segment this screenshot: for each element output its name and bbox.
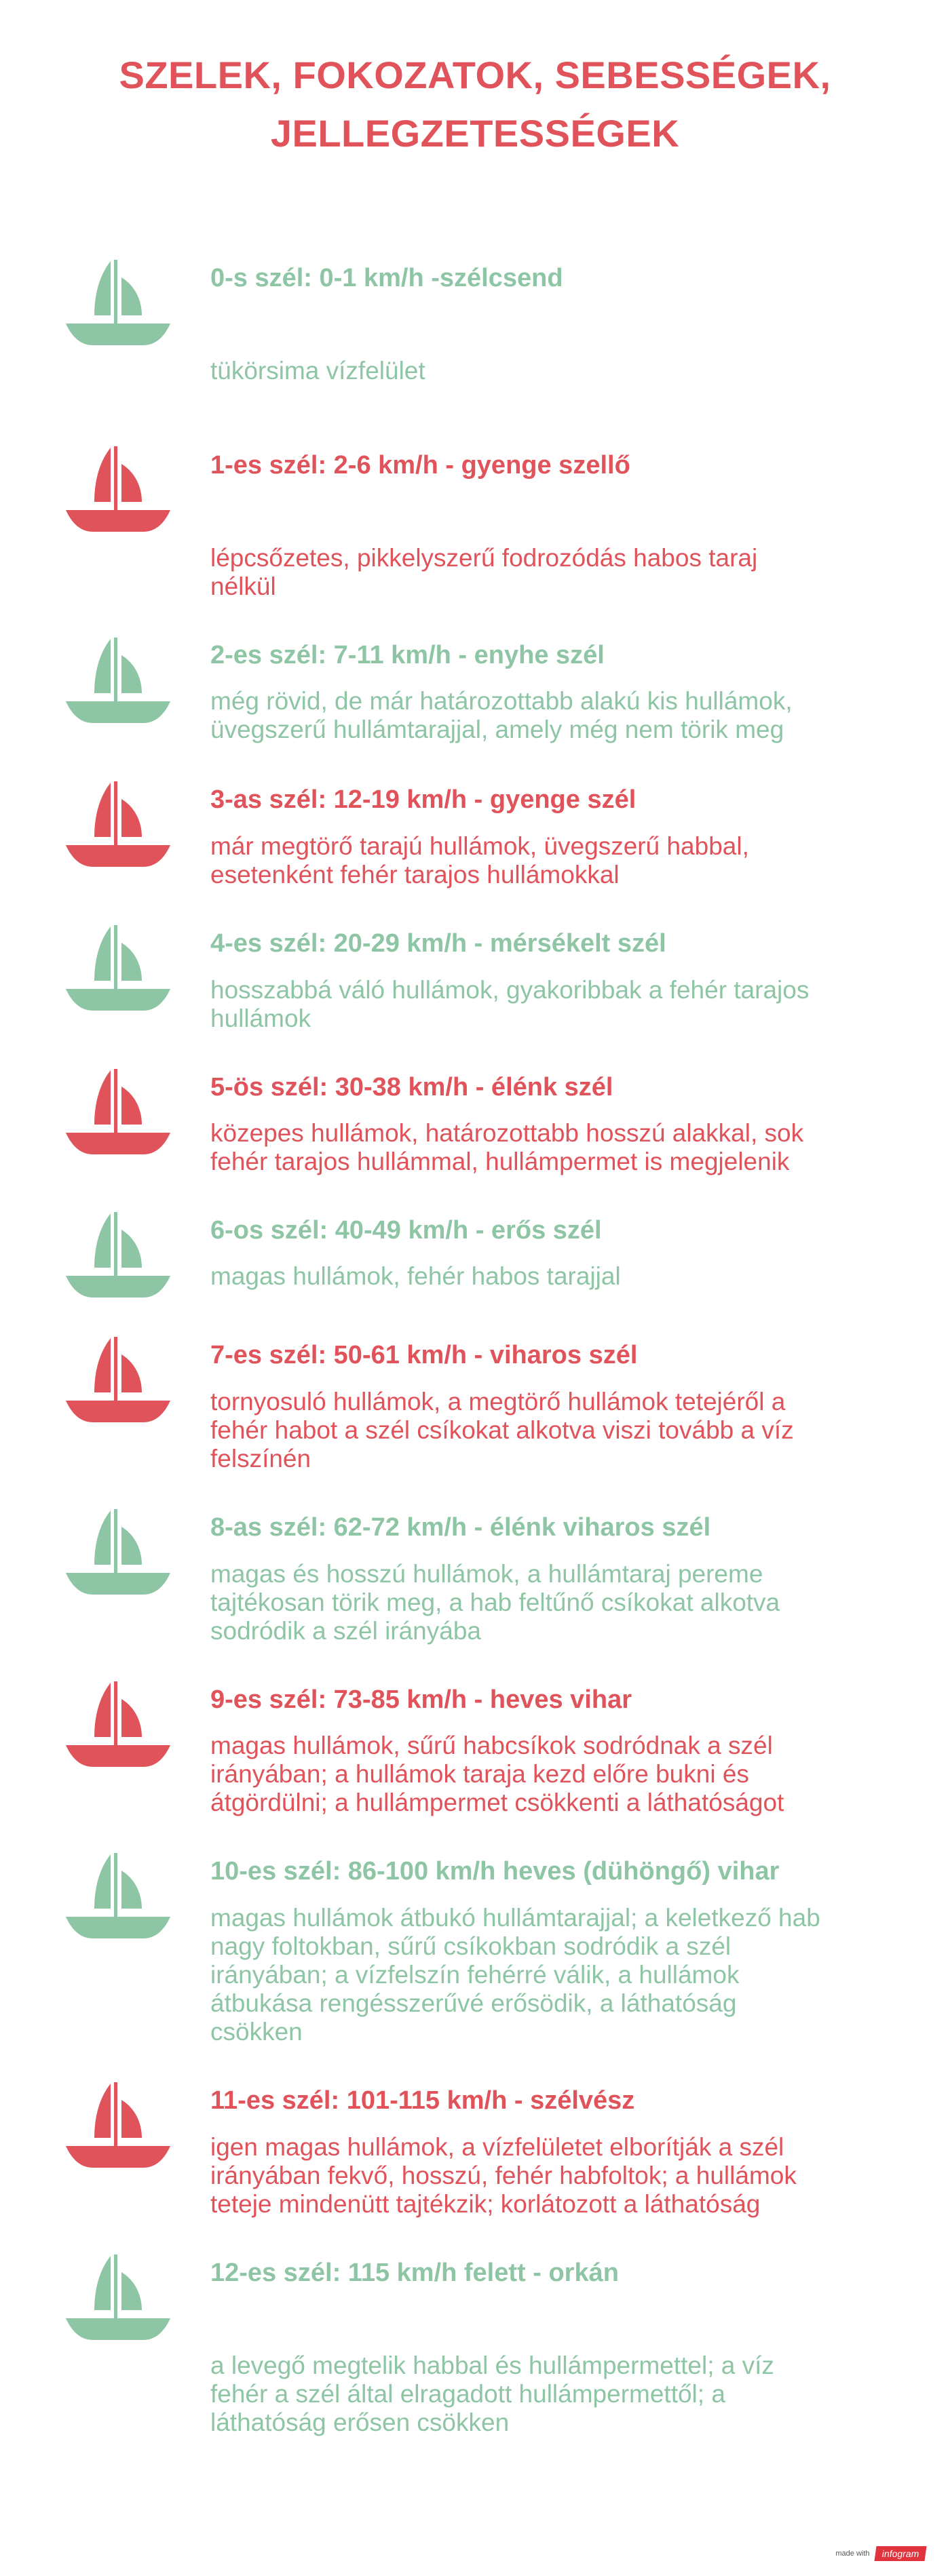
description-line: nélkül <box>210 572 276 600</box>
wind-description-2 <box>210 687 889 744</box>
sailboat-icon <box>66 1069 170 1155</box>
wind-heading-10: 10-es szél: 86-100 km/h heves (dühöngő) vihar <box>210 1857 780 1886</box>
description-line: nagy foltokban, sűrű csíkokban sodródik a szél <box>210 1932 732 1960</box>
wind-heading-2: 2-es szél: 7-11 km/h - enyhe szél <box>210 641 605 669</box>
description-line: esetenként fehér tarajos hullámokkal <box>210 861 620 889</box>
description-line: fehér a szél által elragadott hullámpermettől; a <box>210 2380 725 2408</box>
description-line: még rövid, de már határozottabb alakú kis hullámok, <box>210 687 793 715</box>
description-line: üvegszerű hullámtarajjal, amely még nem törik meg <box>210 716 784 743</box>
description-line: teteje mindenütt tajtékzik; korlátozott a láthatóság <box>210 2190 761 2218</box>
sailboat-icon <box>66 260 170 346</box>
description-line: hullámok <box>210 1004 311 1032</box>
wind-heading-11: 11-es szél: 101-115 km/h - szélvész <box>210 2086 635 2115</box>
sailboat-icon <box>66 925 170 1011</box>
page-title <box>0 46 950 163</box>
description-line: irányában; a hullámok taraja kezd előre bukni és <box>210 1760 749 1788</box>
footer-attribution[interactable] <box>835 2545 926 2562</box>
infogram-logo[interactable]: infogram <box>874 2546 927 2561</box>
description-line: hosszabbá váló hullámok, gyakoribbak a fehér tarajos <box>210 976 810 1004</box>
description-line: tükörsima vízfelület <box>210 357 425 385</box>
page-title-line-1: SZELEK, FOKOZATOK, SEBESSÉGEK, <box>119 54 831 96</box>
wind-heading-12: 12-es szél: 115 km/h felett - orkán <box>210 2259 619 2287</box>
wind-heading-1: 1-es szél: 2-6 km/h - gyenge szellő <box>210 451 630 480</box>
description-line: magas hullámok átbukó hullámtarajjal; a keletkező hab <box>210 1904 820 1932</box>
wind-description-8 <box>210 1560 889 1645</box>
wind-heading-6: 6-os szél: 40-49 km/h - erős szél <box>210 1216 602 1245</box>
wind-description-12 <box>210 2351 889 2437</box>
description-line: fehér habot a szél csíkokat alkotva viszi tovább a víz <box>210 1416 794 1444</box>
description-line: magas hullámok, sűrű habcsíkok sodródnak a szél <box>210 1732 773 1759</box>
sailboat-icon <box>66 2082 170 2168</box>
wind-heading-7: 7-es szél: 50-61 km/h - viharos szél <box>210 1341 638 1369</box>
sailboat-icon <box>66 2255 170 2341</box>
wind-description-3 <box>210 832 889 889</box>
wind-heading-4: 4-es szél: 20-29 km/h - mérsékelt szél <box>210 929 666 958</box>
made-with-label: made with <box>835 2550 870 2558</box>
wind-heading-9: 9-es szél: 73-85 km/h - heves vihar <box>210 1685 632 1714</box>
description-line: átgördülni; a hullámpermet csökkenti a láthatóságot <box>210 1789 784 1816</box>
sailboat-icon <box>66 1681 170 1768</box>
description-line: magas és hosszú hullámok, a hullámtaraj pereme <box>210 1560 763 1588</box>
sailboat-icon <box>66 1212 170 1298</box>
description-line: a levegő megtelik habbal és hullámpermettel; a víz <box>210 2351 774 2379</box>
description-line: átbukása rengésszerűvé erősödik, a láthatóság <box>210 1989 737 2017</box>
wind-heading-8: 8-as szél: 62-72 km/h - élénk viharos szél <box>210 1513 711 1542</box>
description-line: közepes hullámok, határozottabb hosszú alakkal, sok <box>210 1119 804 1147</box>
description-line: igen magas hullámok, a vízfelületet elborítják a szél <box>210 2133 784 2161</box>
wind-description-1 <box>210 544 889 601</box>
wind-heading-0: 0-s szél: 0-1 km/h -szélcsend <box>210 264 563 292</box>
page-title-line-2: JELLEGZETESSÉGEK <box>270 112 680 155</box>
description-line: már megtörő tarajú hullámok, üvegszerű habbal, <box>210 832 749 860</box>
sailboat-icon <box>66 781 170 867</box>
description-line: magas hullámok, fehér habos tarajjal <box>210 1262 621 1290</box>
description-line: tajtékosan törik meg, a hab feltűnő csíkokat alkotva <box>210 1588 780 1616</box>
description-line: tornyosuló hullámok, a megtörő hullámok tetejéről a <box>210 1388 786 1416</box>
sailboat-icon <box>66 1509 170 1595</box>
sailboat-icon <box>66 1853 170 1939</box>
description-line: sodródik a szél irányába <box>210 1617 481 1645</box>
wind-description-11 <box>210 2133 889 2219</box>
description-line: irányában fekvő, hosszú, fehér habfoltok; a hullámok <box>210 2162 797 2189</box>
wind-heading-3: 3-as szél: 12-19 km/h - gyenge szél <box>210 785 636 814</box>
sailboat-icon <box>66 446 170 532</box>
wind-description-9 <box>210 1732 889 1817</box>
description-line: láthatóság erősen csökken <box>210 2408 510 2436</box>
wind-description-10 <box>210 1904 889 2046</box>
sailboat-icon <box>66 638 170 724</box>
description-line: felszínén <box>210 1445 311 1472</box>
wind-description-6 <box>210 1262 889 1291</box>
wind-description-7 <box>210 1388 889 1473</box>
description-line: fehér tarajos hullámmal, hullámpermet is megjelenik <box>210 1148 790 1175</box>
wind-description-0 <box>210 357 889 385</box>
wind-heading-5: 5-ös szél: 30-38 km/h - élénk szél <box>210 1073 613 1101</box>
description-line: irányában; a vízfelszín fehérré válik, a hullámok <box>210 1961 740 1989</box>
description-line: csökken <box>210 2018 303 2046</box>
wind-description-4 <box>210 976 889 1033</box>
sailboat-icon <box>66 1337 170 1423</box>
description-line: lépcsőzetes, pikkelyszerű fodrozódás habos taraj <box>210 544 758 572</box>
wind-description-5 <box>210 1119 889 1176</box>
